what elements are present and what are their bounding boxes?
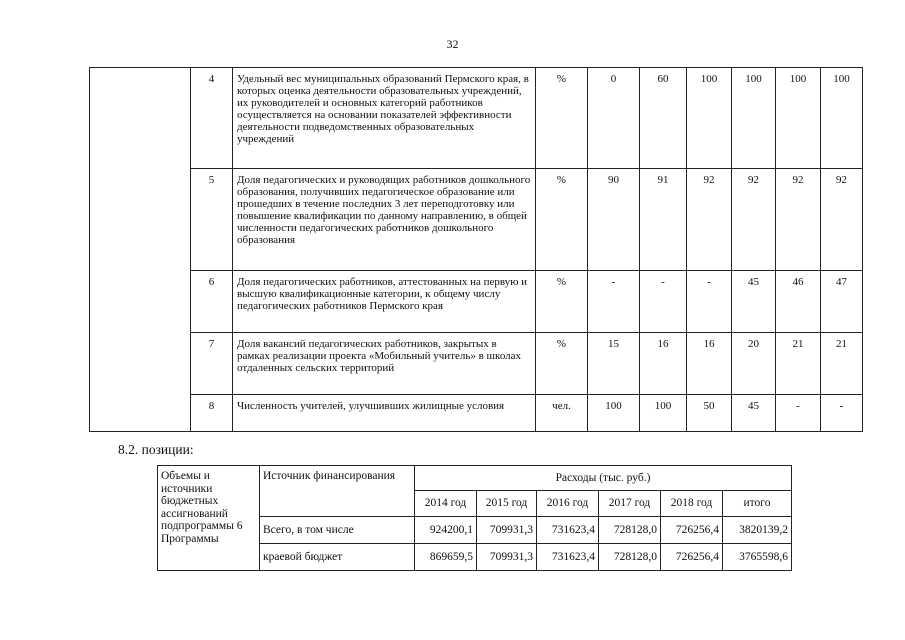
value-cell: 100	[640, 395, 687, 432]
indicator-text: Удельный вес муниципальных образований Пермского края, в которых оценка деятельности образовательных учреждений, их руководителей и основных категорий работников осуществляется на основании показателей эффективности деятельности подведомственных образовательных учреждений	[233, 68, 536, 169]
value-cell: 100	[588, 395, 640, 432]
unit-cell: %	[536, 169, 588, 271]
value-cell: 20	[732, 333, 776, 395]
value-cell: 0	[588, 68, 640, 169]
expenses-header: Расходы (тыс. руб.)	[415, 466, 792, 491]
unit-cell: %	[536, 333, 588, 395]
value-cell: 16	[640, 333, 687, 395]
value-cell: 100	[776, 68, 821, 169]
value-cell: 100	[687, 68, 732, 169]
source-header: Источник финансирования	[260, 466, 415, 517]
amount-cell: 726256,4	[661, 517, 723, 544]
value-cell: 15	[588, 333, 640, 395]
value-cell: 60	[640, 68, 687, 169]
indicators-table	[89, 67, 863, 432]
value-cell: 45	[732, 395, 776, 432]
value-cell: -	[588, 271, 640, 333]
value-cell: -	[821, 395, 863, 432]
value-cell: 92	[821, 169, 863, 271]
table-row	[90, 271, 863, 333]
indicator-text: Численность учителей, улучшивших жилищные условия	[233, 395, 536, 432]
finance-table	[157, 465, 792, 571]
indicator-text: Доля педагогических работников, аттестованных на первую и высшую квалификационные категории, к общему числу педагогических работников Пермского края	[233, 271, 536, 333]
year-header: 2018 год	[661, 491, 723, 517]
value-cell: -	[776, 395, 821, 432]
table-row	[90, 169, 863, 271]
amount-cell: 726256,4	[661, 544, 723, 571]
empty-left-cell	[90, 68, 191, 432]
source-cell: краевой бюджет	[260, 544, 415, 571]
value-cell: 47	[821, 271, 863, 333]
row-number: 6	[191, 271, 233, 333]
section-heading: 8.2. позиции:	[118, 442, 194, 457]
amount-cell: 731623,4	[537, 517, 599, 544]
value-cell: 21	[821, 333, 863, 395]
table-row	[90, 395, 863, 432]
value-cell: -	[640, 271, 687, 333]
value-cell: 50	[687, 395, 732, 432]
year-header: 2014 год	[415, 491, 477, 517]
value-cell: 21	[776, 333, 821, 395]
amount-cell: 709931,3	[477, 544, 537, 571]
table-row	[90, 333, 863, 395]
amount-cell: 869659,5	[415, 544, 477, 571]
value-cell: 100	[821, 68, 863, 169]
year-header: итого	[723, 491, 792, 517]
value-cell: 100	[732, 68, 776, 169]
value-cell: 45	[732, 271, 776, 333]
row-number: 4	[191, 68, 233, 169]
page-number: 32	[446, 37, 459, 51]
table-row	[90, 68, 863, 169]
amount-cell: 3820139,2	[723, 517, 792, 544]
unit-cell: чел.	[536, 395, 588, 432]
finance-label: Объемы и источники бюджетных ассигнований подпрограммы 6 Программы	[158, 466, 260, 571]
year-header: 2016 год	[537, 491, 599, 517]
unit-cell: %	[536, 68, 588, 169]
indicator-text: Доля вакансий педагогических работников, закрытых в рамках реализации проекта «Мобильный учитель» в школах отдаленных сельских территорий	[233, 333, 536, 395]
value-cell: 92	[687, 169, 732, 271]
value-cell: 92	[732, 169, 776, 271]
row-number: 7	[191, 333, 233, 395]
year-header: 2015 год	[477, 491, 537, 517]
indicator-text: Доля педагогических и руководящих работников дошкольного образования, получивших педагогическое образование или прошедших в течение последних 3 лет переподготовку или повышение квалификации по данному направлению, в общей численности педагогических работников дошкольного образования	[233, 169, 536, 271]
unit-cell: %	[536, 271, 588, 333]
value-cell: 90	[588, 169, 640, 271]
amount-cell: 3765598,6	[723, 544, 792, 571]
value-cell: 16	[687, 333, 732, 395]
value-cell: -	[687, 271, 732, 333]
amount-cell: 924200,1	[415, 517, 477, 544]
amount-cell: 728128,0	[599, 517, 661, 544]
table-row	[158, 466, 792, 491]
source-cell: Всего, в том числе	[260, 517, 415, 544]
amount-cell: 709931,3	[477, 517, 537, 544]
value-cell: 46	[776, 271, 821, 333]
row-number: 8	[191, 395, 233, 432]
amount-cell: 731623,4	[537, 544, 599, 571]
amount-cell: 728128,0	[599, 544, 661, 571]
row-number: 5	[191, 169, 233, 271]
year-header: 2017 год	[599, 491, 661, 517]
value-cell: 91	[640, 169, 687, 271]
value-cell: 92	[776, 169, 821, 271]
